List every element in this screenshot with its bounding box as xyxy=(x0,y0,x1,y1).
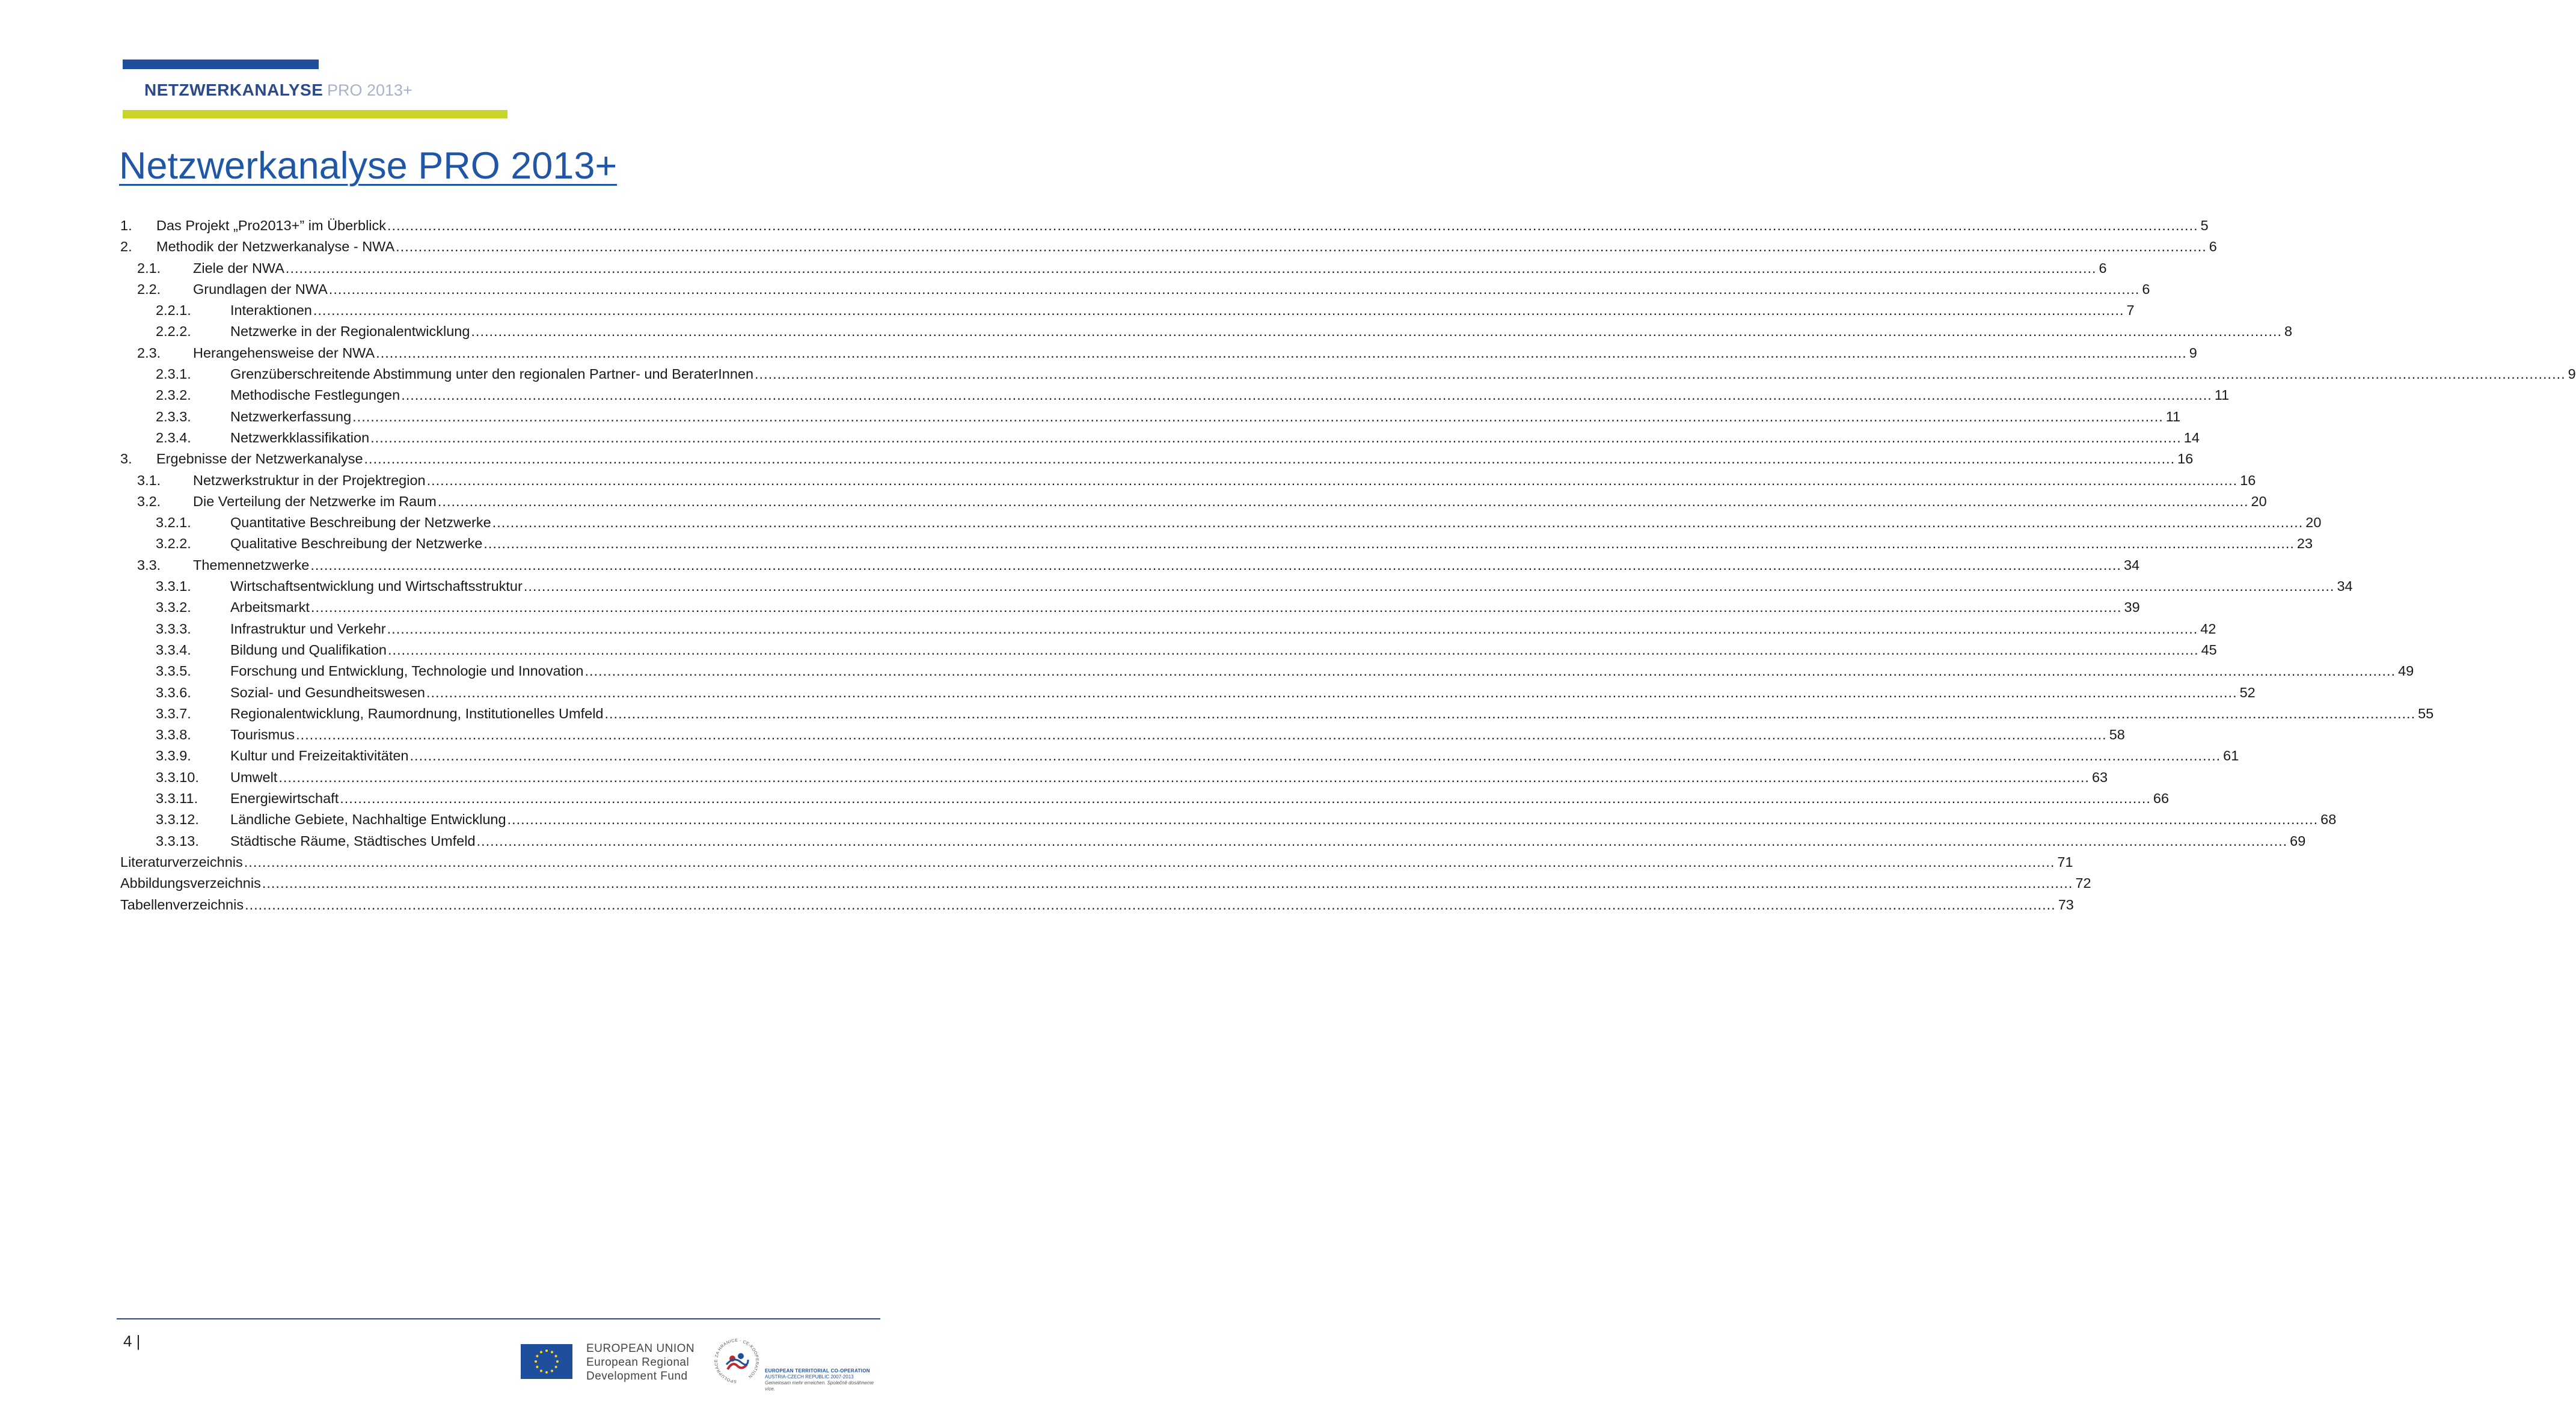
toc-dot-leader: ................................................................................................................................................................................................................................................................................................................................................................................................................ xyxy=(262,875,2073,891)
toc-dot-leader: ................................................................................................................................................................................................................................................................................................................................................................................................................ xyxy=(437,493,2249,509)
toc-entry-number: 3.3.1. xyxy=(156,578,191,594)
toc-entry[interactable] xyxy=(120,343,2197,364)
toc-entry-page: 16 xyxy=(2175,448,2193,469)
toc-entry[interactable] xyxy=(120,215,2209,236)
toc-entry-page: 9 xyxy=(2187,343,2197,364)
toc-entry-line xyxy=(230,364,2576,385)
toc-dot-leader: ................................................................................................................................................................................................................................................................................................................................................................................................................ xyxy=(364,451,2176,467)
toc-entry-title: Forschung und Entwicklung, Technologie und Innovation xyxy=(230,661,584,682)
eu-star xyxy=(535,1360,537,1363)
toc-entry[interactable] xyxy=(120,300,2135,321)
etc-slogan: Gemeinsam mehr erreichen. Společně dosáhneme více. xyxy=(765,1380,874,1392)
toc-entry-page: 58 xyxy=(2107,724,2125,745)
toc-entry-page: 11 xyxy=(2164,406,2180,427)
toc-entry-title: Ergebnisse der Netzwerkanalyse xyxy=(156,448,364,469)
toc-entry-line xyxy=(230,576,2353,597)
toc-entry-page: 55 xyxy=(2415,703,2433,724)
toc-entry-title: Herangehensweise der NWA xyxy=(193,343,376,364)
toc-entry-line xyxy=(230,619,2216,640)
toc-entry[interactable] xyxy=(120,788,2170,809)
toc-entry-page: 66 xyxy=(2151,788,2169,809)
toc-entry-number: 3.1. xyxy=(137,472,161,488)
toc-entry-title: Tourismus xyxy=(230,724,296,745)
toc-entry-title: Qualitative Beschreibung der Netzwerke xyxy=(230,533,483,554)
toc-dot-leader: ................................................................................................................................................................................................................................................................................................................................................................................................................ xyxy=(387,641,2199,658)
toc-entry-page: 69 xyxy=(2287,831,2305,852)
toc-entry-page: 8 xyxy=(2282,321,2292,342)
etc-title: EUROPEAN TERRITORIAL CO-OPERATION xyxy=(765,1368,870,1374)
toc-entry-line xyxy=(230,767,2108,788)
toc-entry-number: 2.3. xyxy=(137,344,161,361)
toc-entry-page: 49 xyxy=(2396,661,2414,682)
toc-entry-line xyxy=(230,640,2217,661)
toc-entry-number: 3.3.12. xyxy=(156,812,199,828)
toc-entry[interactable] xyxy=(120,364,2576,385)
toc-entry[interactable] xyxy=(120,279,2150,300)
toc-entry-number: 3.3.11. xyxy=(156,790,198,807)
toc-entry-number: 3.2.1. xyxy=(156,515,191,531)
toc-entry-title: Die Verteilung der Netzwerke im Raum xyxy=(193,491,438,512)
eu-line-3: Development Fund xyxy=(586,1370,688,1383)
eu-star xyxy=(540,1351,542,1353)
toc-entry-page: 7 xyxy=(2124,300,2135,321)
toc-entry[interactable] xyxy=(120,427,2200,448)
etc-logo-icon xyxy=(710,1338,764,1386)
toc-entry[interactable] xyxy=(120,406,2181,427)
toc-entry-number: 3.3.7. xyxy=(156,705,191,721)
toc-entry-line xyxy=(230,809,2337,830)
toc-dot-leader: ................................................................................................................................................................................................................................................................................................................................................................................................................ xyxy=(310,599,2122,616)
toc-entry[interactable] xyxy=(120,533,2313,554)
toc-entry-page: 6 xyxy=(2207,236,2217,257)
toc-dot-leader: ................................................................................................................................................................................................................................................................................................................................................................................................................ xyxy=(370,429,2182,445)
toc-entry[interactable] xyxy=(120,448,2194,469)
toc-entry-line xyxy=(230,533,2313,554)
toc-entry-title: Grenzüberschreitende Abstimmung unter den regionalen Partner- und BeraterInnen xyxy=(230,364,755,385)
header-title-main: NETZWERKANALYSE xyxy=(144,81,324,99)
toc-entry-number: 3.2. xyxy=(137,493,161,509)
eu-star xyxy=(536,1355,538,1357)
toc-dot-leader: ................................................................................................................................................................................................................................................................................................................................................................................................................ xyxy=(328,281,2140,297)
toc-entry-title: Methodik der Netzwerkanalyse - NWA xyxy=(156,236,396,257)
toc-entry-page: 68 xyxy=(2318,809,2336,830)
toc-entry-line xyxy=(156,236,2217,257)
toc-entry-line xyxy=(120,894,2074,915)
eu-star xyxy=(551,1370,553,1372)
toc-entry-line xyxy=(156,215,2209,236)
eu-star xyxy=(545,1371,548,1374)
toc-entry-number: 3.2.2. xyxy=(156,536,191,552)
toc-entry-page: 71 xyxy=(2055,852,2073,873)
toc-entry-title: Ländliche Gebiete, Nachhaltige Entwicklung xyxy=(230,809,508,830)
toc-dot-leader: ................................................................................................................................................................................................................................................................................................................................................................................................................ xyxy=(492,515,2304,531)
toc-dot-leader: ................................................................................................................................................................................................................................................................................................................................................................................................................ xyxy=(296,727,2107,743)
toc-entry-number: 2.3.4. xyxy=(156,429,191,445)
page-header xyxy=(123,60,508,120)
toc-dot-leader: ................................................................................................................................................................................................................................................................................................................................................................................................................ xyxy=(507,812,2319,828)
toc-entry-title: Arbeitsmarkt xyxy=(230,597,311,618)
toc-entry-title: Umwelt xyxy=(230,767,278,788)
toc-entry-line xyxy=(193,279,2150,300)
toc-dot-leader: ................................................................................................................................................................................................................................................................................................................................................................................................................ xyxy=(523,578,2335,594)
toc-entry-title: Tabellenverzeichnis xyxy=(120,894,245,915)
header-title-sub: PRO 2013+ xyxy=(327,81,412,99)
toc-entry-title: Literaturverzeichnis xyxy=(120,852,244,873)
toc-dot-leader: ................................................................................................................................................................................................................................................................................................................................................................................................................ xyxy=(584,663,2396,679)
toc-entry-number: 3.3.10. xyxy=(156,769,199,785)
eu-star xyxy=(551,1351,553,1353)
toc-entry-line xyxy=(230,661,2414,682)
header-blue-bar xyxy=(123,60,319,69)
toc-entry[interactable] xyxy=(120,258,2107,279)
toc-entry-line xyxy=(230,724,2125,745)
toc-dot-leader: ................................................................................................................................................................................................................................................................................................................................................................................................................ xyxy=(471,323,2283,340)
toc-entry-page: 45 xyxy=(2199,640,2217,661)
toc-dot-leader: ................................................................................................................................................................................................................................................................................................................................................................................................................ xyxy=(387,218,2198,233)
eu-line-1: EUROPEAN UNION xyxy=(586,1342,695,1355)
toc-entry-title: Netzwerkerfassung xyxy=(230,406,352,427)
toc-entry-line xyxy=(120,873,2091,894)
toc-entry[interactable] xyxy=(120,640,2217,661)
toc-entry-page: 11 xyxy=(2212,385,2229,406)
toc-entry[interactable] xyxy=(120,809,2337,830)
toc-entry-page: 52 xyxy=(2237,682,2256,703)
toc-entry-number: 3.3.5. xyxy=(156,663,191,679)
toc-entry-page: 34 xyxy=(2334,576,2352,597)
toc-entry-title: Quantitative Beschreibung der Netzwerke xyxy=(230,512,492,533)
toc-entry-title: Abbildungsverzeichnis xyxy=(120,873,262,894)
toc-entry-number: 1. xyxy=(120,218,132,233)
toc-dot-leader: ................................................................................................................................................................................................................................................................................................................................................................................................................ xyxy=(387,620,2198,637)
toc-entry-page: 6 xyxy=(2097,258,2107,279)
etc-ring-text: SPOLUPRÁCE ZA HRANICE · CE-KOOPERATION xyxy=(714,1338,759,1384)
toc-dot-leader: ................................................................................................................................................................................................................................................................................................................................................................................................................ xyxy=(244,854,2055,870)
toc-entry-page: 9 xyxy=(2566,364,2576,385)
toc-entry-number: 3.3.6. xyxy=(156,684,191,700)
toc-entry-title: Kultur und Freizeitaktivitäten xyxy=(230,745,410,766)
footer-divider xyxy=(117,1318,880,1319)
toc-entry-number: 2.1. xyxy=(137,260,161,276)
toc-dot-leader: ................................................................................................................................................................................................................................................................................................................................................................................................................ xyxy=(376,344,2187,361)
toc-entry-title: Netzwerkstruktur in der Projektregion xyxy=(193,470,427,491)
toc-entry-line xyxy=(230,831,2306,852)
header-yellow-bar xyxy=(123,110,508,118)
toc-entry-line xyxy=(230,512,2322,533)
eu-star xyxy=(555,1355,557,1357)
document-title: Netzwerkanalyse PRO 2013+ xyxy=(119,145,618,187)
toc-entry-number: 3.3.8. xyxy=(156,727,191,743)
toc-dot-leader: ................................................................................................................................................................................................................................................................................................................................................................................................................ xyxy=(426,684,2237,700)
toc-entry-page: 5 xyxy=(2198,215,2209,236)
toc-entry[interactable] xyxy=(120,703,2434,724)
etc-label xyxy=(765,1368,879,1392)
toc-dot-leader: ................................................................................................................................................................................................................................................................................................................................................................................................................ xyxy=(483,536,2295,552)
toc-entry-title: Das Projekt „Pro2013+” im Überblick xyxy=(156,215,387,236)
toc-entry-title: Sozial- und Gesundheitswesen xyxy=(230,682,426,703)
toc-entry-number: 3.3.2. xyxy=(156,599,191,616)
toc-entry-number: 3.3.4. xyxy=(156,641,191,658)
toc-entry[interactable] xyxy=(120,470,2256,491)
toc-dot-leader: ................................................................................................................................................................................................................................................................................................................................................................................................................ xyxy=(313,302,2124,319)
toc-entry-number: 2.2. xyxy=(137,281,161,297)
toc-dot-leader: ................................................................................................................................................................................................................................................................................................................................................................................................................ xyxy=(245,896,2056,912)
eu-star xyxy=(555,1366,557,1368)
toc-entry-title: Methodische Festlegungen xyxy=(230,385,401,406)
toc-entry-title: Infrastruktur und Verkehr xyxy=(230,619,387,640)
etc-sub: AUSTRIA-CZECH REPUBLIC 2007-2013 xyxy=(765,1374,854,1380)
toc-entry-page: 23 xyxy=(2295,533,2313,554)
toc-entry[interactable] xyxy=(120,745,2239,766)
toc-entry-title: Ziele der NWA xyxy=(193,258,286,279)
eu-flag-icon xyxy=(521,1344,572,1379)
toc-entry-title: Energiewirtschaft xyxy=(230,788,340,809)
toc-entry-number: 2. xyxy=(120,239,132,255)
toc-entry-page: 39 xyxy=(2122,597,2140,618)
eu-star xyxy=(540,1370,542,1372)
eu-line-2: European Regional xyxy=(586,1356,690,1369)
toc-entry-page: 6 xyxy=(2139,279,2150,300)
eu-star xyxy=(545,1349,548,1352)
toc-dot-leader: ................................................................................................................................................................................................................................................................................................................................................................................................................ xyxy=(340,790,2151,807)
toc-entry[interactable] xyxy=(120,597,2140,618)
toc-entry-line xyxy=(230,745,2239,766)
toc-entry-line xyxy=(230,385,2230,406)
toc-dot-leader: ................................................................................................................................................................................................................................................................................................................................................................................................................ xyxy=(755,366,2566,382)
toc-entry-line xyxy=(230,406,2181,427)
toc-entry-number: 2.2.2. xyxy=(156,323,191,340)
toc-dot-leader: ................................................................................................................................................................................................................................................................................................................................................................................................................ xyxy=(310,557,2121,573)
toc-entry-number: 3. xyxy=(120,451,132,467)
toc-entry[interactable] xyxy=(120,831,2306,852)
toc-entry-line xyxy=(230,788,2170,809)
toc-entry-line xyxy=(193,470,2256,491)
toc-entry[interactable] xyxy=(120,619,2216,640)
toc-dot-leader: ................................................................................................................................................................................................................................................................................................................................................................................................................ xyxy=(476,833,2288,849)
toc-entry[interactable] xyxy=(120,491,2267,512)
toc-entry[interactable] xyxy=(120,767,2108,788)
svg-text:SPOLUPRÁCE ZA HRANICE · CE-KOO xyxy=(714,1339,759,1383)
toc-dot-leader: ................................................................................................................................................................................................................................................................................................................................................................................................................ xyxy=(285,260,2097,276)
toc-entry-page: 63 xyxy=(2090,767,2108,788)
eu-star xyxy=(536,1366,538,1368)
toc-entry[interactable] xyxy=(120,894,2074,915)
toc-dot-leader: ................................................................................................................................................................................................................................................................................................................................................................................................................ xyxy=(401,387,2212,403)
toc-entry[interactable] xyxy=(120,512,2322,533)
toc-dot-leader: ................................................................................................................................................................................................................................................................................................................................................................................................................ xyxy=(278,769,2090,785)
toc-entry-line xyxy=(193,343,2197,364)
page-number: 4 | xyxy=(123,1332,141,1350)
toc-entry-title: Interaktionen xyxy=(230,300,313,321)
toc-entry-line xyxy=(193,258,2107,279)
toc-entry-title: Themennetzwerke xyxy=(193,555,310,576)
toc-entry-page: 16 xyxy=(2237,470,2256,491)
toc-entry-title: Bildung und Qualifikation xyxy=(230,640,388,661)
toc-entry[interactable] xyxy=(120,661,2414,682)
toc-entry-line xyxy=(230,300,2135,321)
toc-entry-page: 20 xyxy=(2303,512,2321,533)
toc-entry-page: 61 xyxy=(2221,745,2239,766)
toc-entry-line xyxy=(193,491,2267,512)
toc-entry-line xyxy=(120,852,2073,873)
toc-entry-page: 72 xyxy=(2073,873,2091,894)
eu-star xyxy=(556,1360,559,1363)
toc-entry-line xyxy=(156,448,2194,469)
toc-entry-number: 3.3. xyxy=(137,557,161,573)
toc-dot-leader: ................................................................................................................................................................................................................................................................................................................................................................................................................ xyxy=(604,705,2416,721)
toc-entry-page: 73 xyxy=(2056,894,2074,915)
toc-entry-line xyxy=(230,321,2293,342)
toc-entry-number: 2.2.1. xyxy=(156,302,191,319)
toc-entry-title: Netzwerkklassifikation xyxy=(230,427,370,448)
toc-entry-title: Netzwerke in der Regionalentwicklung xyxy=(230,321,471,342)
toc-dot-leader: ................................................................................................................................................................................................................................................................................................................................................................................................................ xyxy=(409,748,2221,764)
toc-entry[interactable] xyxy=(120,555,2140,576)
toc-entry-title: Grundlagen der NWA xyxy=(193,279,329,300)
toc-entry-title: Wirtschaftsentwicklung und Wirtschaftsstruktur xyxy=(230,576,524,597)
toc-entry-title: Städtische Räume, Städtisches Umfeld xyxy=(230,831,477,852)
toc-entry-page: 34 xyxy=(2121,555,2139,576)
toc-entry[interactable] xyxy=(120,236,2217,257)
toc-entry-number: 2.3.2. xyxy=(156,387,191,403)
toc-dot-leader: ................................................................................................................................................................................................................................................................................................................................................................................................................ xyxy=(396,239,2207,255)
toc-entry-number: 3.3.13. xyxy=(156,833,199,849)
toc-entry-line xyxy=(230,597,2140,618)
toc-entry-page: 14 xyxy=(2182,427,2200,448)
toc-entry-page: 42 xyxy=(2198,619,2216,640)
toc-entry-page: 20 xyxy=(2249,491,2267,512)
toc-entry[interactable] xyxy=(120,385,2230,406)
toc-entry-line xyxy=(193,555,2140,576)
toc-entry-number: 2.3.3. xyxy=(156,408,191,424)
toc-entry-line xyxy=(230,682,2256,703)
toc-entry-line xyxy=(230,703,2434,724)
eu-fund-label xyxy=(586,1342,695,1383)
toc-entry-number: 3.3.3. xyxy=(156,620,191,637)
table-of-contents xyxy=(120,215,2576,915)
toc-entry-line xyxy=(230,427,2200,448)
toc-dot-leader: ................................................................................................................................................................................................................................................................................................................................................................................................................ xyxy=(426,472,2238,488)
toc-dot-leader: ................................................................................................................................................................................................................................................................................................................................................................................................................ xyxy=(352,408,2164,424)
toc-entry[interactable] xyxy=(120,724,2125,745)
toc-entry[interactable] xyxy=(120,873,2091,894)
toc-entry-number: 2.3.1. xyxy=(156,366,191,382)
toc-entry[interactable] xyxy=(120,682,2256,703)
toc-entry[interactable] xyxy=(120,321,2293,342)
toc-entry-title: Regionalentwicklung, Raumordnung, Institutionelles Umfeld xyxy=(230,703,604,724)
toc-entry[interactable] xyxy=(120,852,2073,873)
toc-entry[interactable] xyxy=(120,576,2353,597)
toc-entry-number: 3.3.9. xyxy=(156,748,191,764)
